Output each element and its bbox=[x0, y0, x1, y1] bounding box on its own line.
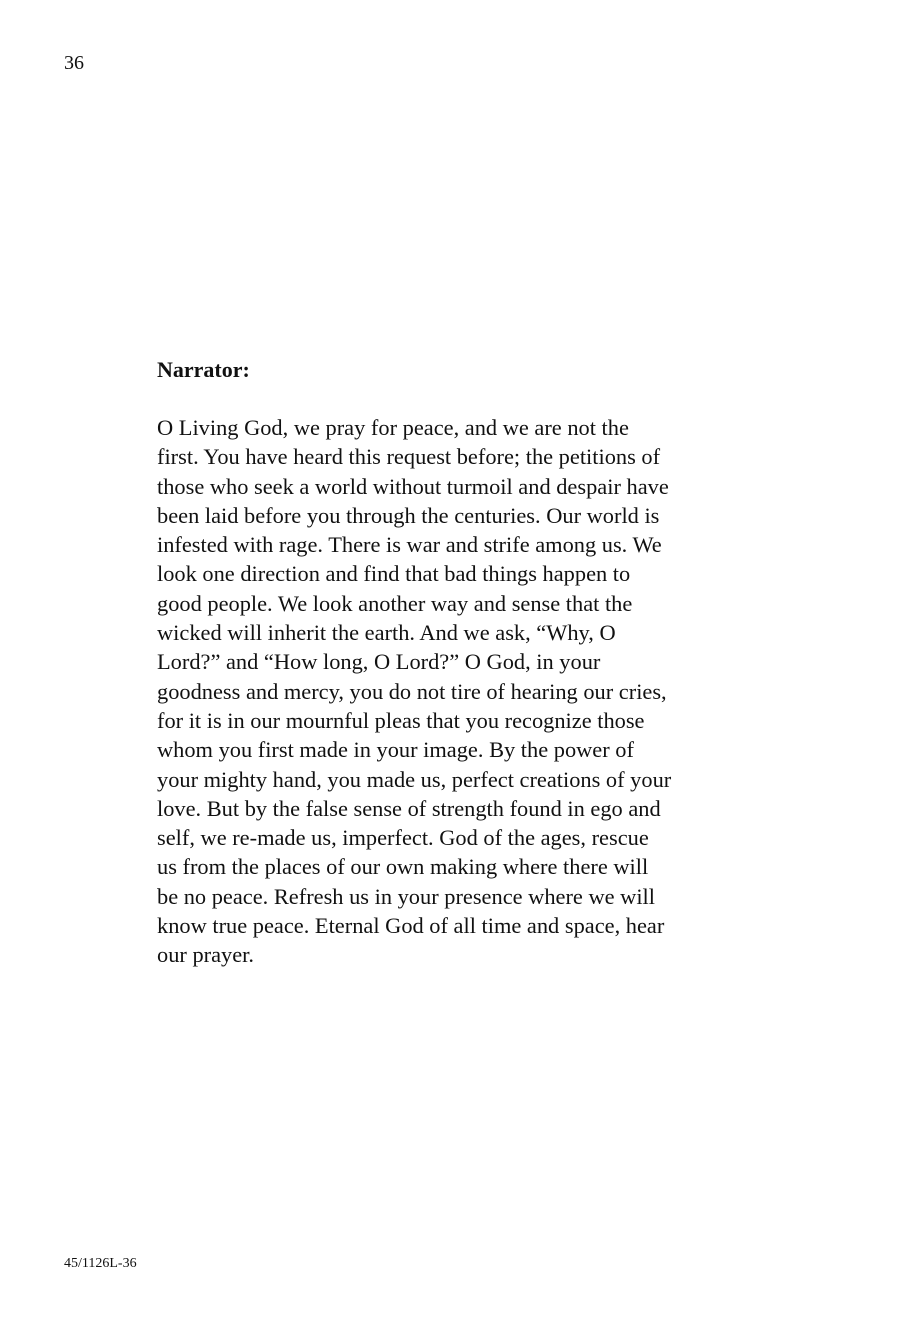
prayer-line: our prayer. bbox=[157, 942, 254, 968]
prayer-line: good people. We look another way and sense that the bbox=[157, 590, 633, 616]
prayer-line: Lord?” and “How long, O Lord?” O God, in your bbox=[157, 649, 601, 675]
prayer-line: self, we re-made us, imperfect. God of the ages, rescue bbox=[157, 825, 649, 851]
prayer-line: look one direction and find that bad things happen to bbox=[157, 561, 631, 587]
prayer-section bbox=[157, 355, 757, 970]
prayer-line: be no peace. Refresh us in your presence where we will bbox=[157, 883, 655, 909]
prayer-line: been laid before you through the centuries. Our world is bbox=[157, 502, 660, 528]
prayer-line: goodness and mercy, you do not tire of hearing our cries, bbox=[157, 678, 667, 704]
speaker-label: Narrator: bbox=[157, 357, 250, 382]
prayer-line: whom you first made in your image. By the power of bbox=[157, 737, 634, 763]
prayer-line: love. But by the false sense of strength found in ego and bbox=[157, 795, 661, 821]
prayer-line: know true peace. Eternal God of all time and space, hear bbox=[157, 913, 665, 939]
prayer-line: O Living God, we pray for peace, and we are not the bbox=[157, 415, 629, 440]
prayer-line: those who seek a world without turmoil and despair have bbox=[157, 473, 669, 499]
prayer-line: your mighty hand, you made us, perfect creations of your bbox=[157, 766, 672, 792]
page-number: 36 bbox=[64, 52, 84, 74]
prayer-line: us from the places of our own making where there will bbox=[157, 854, 649, 880]
prayer-text bbox=[157, 413, 757, 970]
prayer-line: first. You have heard this request before; the petitions of bbox=[157, 444, 661, 470]
prayer-line: for it is in our mournful pleas that you recognize those bbox=[157, 707, 645, 733]
prayer-line: wicked will inherit the earth. And we ask, “Why, O bbox=[157, 620, 616, 646]
prayer-line: infested with rage. There is war and strife among us. We bbox=[157, 532, 662, 558]
footer-code: 45/1126L-36 bbox=[64, 1256, 137, 1271]
